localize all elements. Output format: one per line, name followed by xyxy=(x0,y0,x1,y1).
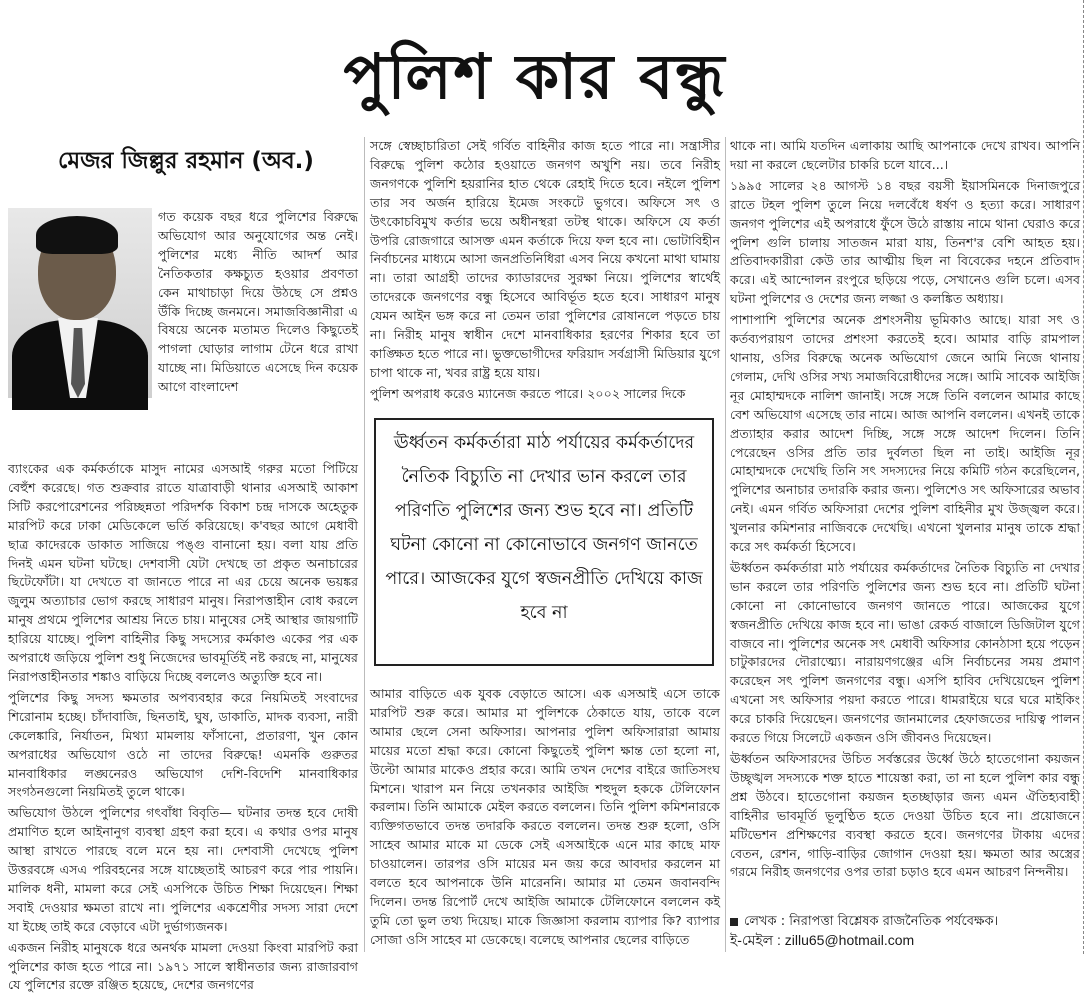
article-headline: পুলিশ কার বন্ধু xyxy=(343,40,727,113)
pull-quote-text: ঊর্ধ্বতন কর্মকর্তারা মাঠ পর্যায়ের কর্মকর্তাদের নৈতিক বিচ্যুতি না দেখার ভান করলে তার পরিণতি পুলিশের জন্য শুভ হবে না। প্রতিটি ঘটনা কোনো না কোনোভাবে জনগণ জানতে পারে। আজকের যুগে স্বজনপ্রীতি দেখিয়ে কাজ হবে না xyxy=(385,433,703,623)
column-2-bottom xyxy=(370,685,720,951)
author-note xyxy=(730,912,1080,950)
author-email[interactable]: ই-মেইল : zillu65@hotmail.com xyxy=(730,932,915,948)
column-rule-1 xyxy=(364,137,365,952)
column-rule-2 xyxy=(725,137,726,952)
paragraph: সঙ্গে স্বেচ্ছাচারিতা সেই গর্বিত বাহিনীর কাজ হতে পারে না। সন্ত্রাসীর বিরুদ্ধে পুলিশ কঠোর হওয়াতে জনগণ অখুশি নয়। তবে নিরীহ জনগণকে পুলিশি হয়রানির হাত থেকে রেহাই দিতে হবে। নইলে পুলিশ তার সব অর্জন হারিয়ে ইমেজ সংকটে ভুগবে। অফিসে সৎ ও উৎকোচবিমুখ কর্তার ভয়ে অধীনস্থরা তটস্থ থাকে। অফিসে যে কর্তা উপরি রোজগারে আসক্ত এমন কর্তাকে দিয়ে ফল হবে না। ভোটাবিহীন নির্বাচনের মাধ্যমে আসা জনপ্রতিনিধিরা এসব নিয়ে কখনো মাথা ঘামায় না। তারা আগ্রহী তাদের ক্যাডারদের সুরক্ষা নিয়ে। পুলিশের স্বার্থেই তাদেরকে জনগণের বন্ধু হিসেবে আবির্ভূত হতে হবে। সাধারণ মানুষ যেমন আইন ভঙ্গ করে না তেমন তারা পুলিশের রোষানলে পড়তে চায় না। নিরীহ মানুষ স্বাধীন দেশে মানবাধিকার হরণের শিকার হবে তা কাঙ্ক্ষিত হতে পারে না। ভুক্তভোগীদের ফরিয়াদ সর্বগ্রাসী মিডিয়ার যুগে চাপা থাকে না, খবর রাষ্ট্র হয়ে যায়। xyxy=(370,138,720,380)
page-cut-edge xyxy=(1083,0,1084,954)
author-description: লেখক : নিরাপত্তা বিশ্লেষক রাজনৈতিক পর্যবেক্ষক। xyxy=(744,914,999,929)
photo-hair xyxy=(36,216,118,254)
paragraph: ১৯৯৫ সালের ২৪ আগস্ট ১৪ বছর বয়সী ইয়াসমিনকে দিনাজপুরে রাতে টহল পুলিশ তুলে নিয়ে দলবেঁধে ধর্ষণ ও হত্যা করে। সাধারণ জনগণ পুলিশের এই অপরাধে ফুঁসে উঠে রাস্তায় নামে থানা ঘেরাও করে পুলিশ গুলি চালায় সাতজন মারা যায়, তিনশ'র বেশি আহত হয়। প্রতিবাদকারীরা কেউ তার আত্মীয় ছিল না বিবেকের দহনে প্রতিবাদ করে। এই আন্দোলন রংপুরে ছড়িয়ে পড়ে, সেখানেও গুলি চলে। এসব ঘটনা পুলিশের ও দেশের জন্য লজ্জা ও কলঙ্কিত অধ্যায়। xyxy=(730,177,1080,307)
bullet-square-icon xyxy=(730,918,738,926)
paragraph: একজন নিরীহ মানুষকে ধরে অনর্থক মামলা দেওয়া কিংবা মারপিট করা পুলিশের কাজ হতে পারে না। ১৯৭১ সালে স্বাধীনতার জন্য রাজারবাগ যে পুলিশের রক্তে রঞ্জিত হয়েছে, দেশের জনগণের xyxy=(8,939,358,993)
column-1-intro xyxy=(158,208,358,458)
paragraph: ঊর্ধ্বতন কর্মকর্তারা মাঠ পর্যায়ের কর্মকর্তাদের নৈতিক বিচ্যুতি না দেখার ভান করলে তার পরিণতি পুলিশের জন্য শুভ হবে না। প্রতিটি ঘটনা কোনো না কোনোভাবে জনগণ জানতে পারে। আজকের যুগে স্বজনপ্রীতি দেখিয়ে কাজ হবে না। ভাঙা রেকর্ড বাজালে ডিজিটাল যুগে বাজবে না। পুলিশের অনেক সৎ মেধাবী অফিসার কোনঠাসা হয়ে পড়েন চাটুকারদের দৌরাত্ম্যে। নারায়ণগঞ্জের এসি নির্বাচনের সময় প্রমাণ করেছেন সৎ পুলিশ জনগণের বন্ধু। এসপি হাবিব দেখিয়েছেন পুলিশ এখনো সৎ অফিসার পয়দা করতে পারে। ধামরাইয়ে ঘরে ঘরে মাইকিং করে চাকরি দিয়েছেন। জনগণের জানমালের হেফাজতের দায়িত্ব পালন করতে গিয়ে সিলেটে একজন ওসি জীবনও দিয়েছেন। xyxy=(730,559,1080,746)
paragraph: গত কয়েক বছর ধরে পুলিশের বিরুদ্ধে অভিযোগ আর অনুযোগের অন্ত নেই। পুলিশের মধ্যে নীতি আদর্শ আর নৈতিকতার কক্ষচ্যুত হওয়ার প্রবণতা কেন মাথাচাড়া দিয়ে উঠছে সে প্রশ্নও উঁকি দিচ্ছে জনমনে। সমাজবিজ্ঞানীরা এ বিষয়ে অনেক মতামত দিলেও কিছুতেই পাগলা ঘোড়ার লাগাম টেনে ধরে রাখা যাচ্ছে না। মিডিয়াতে এসেছে দিন কয়েক আগে বাংলাদেশ xyxy=(158,209,358,395)
column-2-top xyxy=(370,137,720,411)
paragraph: ব্যাংকের এক কর্মকর্তাকে মাসুদ নামের এসআই গরুর মতো পিটিয়ে বেহুঁশ করেছে। গত শুক্রবার রাতে যাত্রাবাড়ী থানার এসআই আকাশ সিটি করপোরেশনের পরিচ্ছন্নতা পরিদর্শক বিকাশ চন্দ্র দাসকে অহেতুক মারপিট করে ঢাকা মেডিকেলে ভর্তি করিয়েছে। ক'বছর আগে মেধাবী ছাত্র কাদেরকে ডাকাত সাজিয়ে পঙ্গু বানানো হয়। বলা যায় প্রতি দিনই এমন ঘটনা ঘটছে। দেশবাসী যেটা দেখছে তা প্রকৃত অনাচারের ছিটেফোঁটা। যা দেখতে বা জানতে পারে না এর চেয়ে অনেক ভয়ঙ্কর জুলুম অত্যাচার ভোগ করছে সাধারণ মানুষ। নিরাপত্তাহীন বোধ করলে মানুষ প্রথমে পুলিশের আশ্রয় নিতে চায়। মানুষের সেই আস্থার জায়গাটি হারিয়ে যাচ্ছে। পুলিশ বাহিনীর কিছু সদস্যের কর্মকাণ্ড একের পর এক অপরাধে জড়িয়ে পুলিশ শুধু নিজেদের ভাবমূর্তিই নষ্ট করছে না, মানুষের নিরাপত্তাহীনতার শঙ্কাও বাড়িয়ে দিচ্ছে বললেও অত্যুক্তি হবে না। xyxy=(8,461,358,684)
paragraph: পুলিশ অপরাধ করেও ম্যানেজ করতে পারে। ২০০২ সালের দিকে xyxy=(370,385,686,401)
author-photo xyxy=(8,208,152,398)
pull-quote-box xyxy=(374,418,714,666)
paragraph: ঊর্ধ্বতন অফিসারদের উচিত সর্বস্তরের উর্ধ্বে উঠে হাতেগোনা কয়জন উচ্ছৃঙ্খল সদস্যকে শক্ত হাতে শায়েস্তা করা, তা না হলে পুলিশ কার বন্ধু প্রশ্ন উঠবে। হাতেগোনা কয়জন হতচ্ছাড়ার জন্য এমন ঐতিহ্যবাহী বাহিনীর ভাবমূর্তি ভূলুণ্ঠিত হতে দেওয়া উচিত হবে না। প্রয়োজনে মটিভেশন প্রশিক্ষণের ব্যবস্থা করতে হবে। জনগণের টাকায় এদের বেতন, রেশন, গাড়ি-বাড়ির জোগান দেওয়া হয়। ক্ষমতা আর অস্ত্রের গরমে নিরীহ জনগণের ওপর তারা চড়াও হবে এমন আচরণ নিন্দনীয়। xyxy=(730,751,1080,880)
author-byline: মেজর জিল্লুর রহমান (অব.) xyxy=(58,148,314,174)
paragraph: থাকে না। আমি যতদিন এলাকায় আছি আপনাকে দেখে রাখব। আপনি দয়া না করলে ছেলেটার চাকরি চলে যাবে...। xyxy=(730,138,1080,172)
paragraph: অভিযোগ উঠলে পুলিশের গৎবাঁধা বিবৃতি— ঘটনার তদন্ত হবে দোষী প্রমাণিত হলে আইনানুগ ব্যবস্থা গ্রহণ করা হবে। এ কথার ওপর মানুষ আস্থা রাখতে পারছে বলে মনে হয় না। দেশবাসী দেখেছে পুলিশ উত্তরবঙ্গে এসএ পরিবহনের সঙ্গে যাচ্ছেতাই আচরণ করে পার পায়নি। মালিক ধনী, মামলা করে সেই এসপিকে উচিত শিক্ষা দিয়েছেন। শিক্ষা সবাই দেওয়ার ক্ষমতা রাখে না। পুলিশের একশ্রেণীর সদস্য সারা দেশে যা ইচ্ছে তাই করে বেড়াবে এটা দুর্ভাগ্যজনক। xyxy=(8,805,358,934)
paragraph: পুলিশের কিছু সদস্য ক্ষমতার অপব্যবহার করে নিয়মিতই সংবাদের শিরোনাম হচ্ছে। চাঁদাবাজি, ছিনতাই, ঘুষ, ডাকাতি, মাদক ব্যবসা, নারী কেলেঙ্কারি, নির্যাতন, মিথ্যা মামলায় ফাঁসানো, প্রতারণা, খুন কোন অপরাধের অভিযোগ ওঠে না তাদের বিরুদ্ধে! এমনকি গুরুতর মানবাধিকার লঙ্ঘনেরও অভিযোগ দেশি-বিদেশি মানবাধিকার সংগঠনগুলো নিয়মিতই তুলে থাকে। xyxy=(8,689,358,800)
column-1-body xyxy=(8,460,358,993)
column-3 xyxy=(730,137,1080,907)
paragraph: পাশাপাশি পুলিশের অনেক প্রশংসনীয় ভূমিকাও আছে। যারা সৎ ও কর্তব্যপরায়ণ তাদের প্রশংসা করতেই হবে। আমার বাড়ি রামপাল থানায়, ওসির বিরুদ্ধে অনেক অভিযোগ জেনে আমি নিজে থানায় গেলাম, দেখি ওসির সখ্য সমাজবিরোধীদের সঙ্গে। আমি সাবেক আইজি নূর মোহাম্মদকে নালিশ জানাই। সঙ্গে সঙ্গে তিনি বললেন আমার কাছে বেশ অভিযোগ এসেছে তার নামে। আজ আপনি বললেন। এখনই তাকে প্রত্যাহার করার আদেশ দিচ্ছি, সঙ্গে সঙ্গে আদেশ দিলেন। তিনি পেরেছেন ওসির প্রতি তার দুর্বলতা ছিল না তাই। আইজি নূর মোহাম্মদকে দেখেছি তিনি সৎ সদস্যদের নিয়ে কমিটি গঠন করেছিলেন, পুলিশের অনাচার তদারকি করার জন্য। পুলিশেও সৎ অফিসারের অভাব নেই। এমন গর্বিত অফিসারা দেশের পুলিশ বাহিনীর মুখ উজ্জ্বল করে। খুলনার কমিশনার নাজিবকে দেখেছি। এখনো খুলনার মানুষ তাকে শ্রদ্ধা করে সৎ কর্মকর্তা হিসেবে। xyxy=(730,312,1080,555)
paragraph: আমার বাড়িতে এক যুবক বেড়াতে আসে। এক এসআই এসে তাকে মারপিট শুরু করে। আমার মা পুলিশকে ঠেকাতে যায়, তাকে বলে আমার ছেলে সেনা অফিসার। আপনার পুলিশ অফিসারারা আমায় মায়ের মতো শ্রদ্ধা করে। কোনো কিছুতেই পুলিশ ক্ষান্ত তো হলো না, উল্টো আমার মাকেও প্রহার করে। আমি তখন দেশের বাইরে জাতিসংঘ মিশনে। খারাপ মন নিয়ে তখনকার আইজি শহুদুল হককে টেলিফোন করলাম। তিনি আমাকে মেইল করতে বললেন। তিনি পুলিশ কমিশনারকে ব্যক্তিগতভাবে তদন্ত তদারকি করতে বললেন। তদন্ত শুরু হলো, ওসি সাহেব আমার মাকে মা ডেকে সেই এসআইকে এনে মার কাছে মাফ চাওয়ালেন। তারপর ওসি মায়ের মন জয় করে আবদার করলেন মা বলতে হবে আপনাকে উনি মারেননি। আমার মা তেমন জবানবন্দি দিলেন। তদন্ত রিপোর্ট দেখে আইজি আমাকে টেলিফোনে বললেন কই তুমি তো ভুল তথ্য দিয়েছ। মাকে জিজ্ঞাসা করলাম ব্যাপার কি? ব্যাপার সোজা ওসি সাহেব মা ডেকেছে। বলেছে আপনার ছেলের বাড়িতে xyxy=(370,686,720,947)
